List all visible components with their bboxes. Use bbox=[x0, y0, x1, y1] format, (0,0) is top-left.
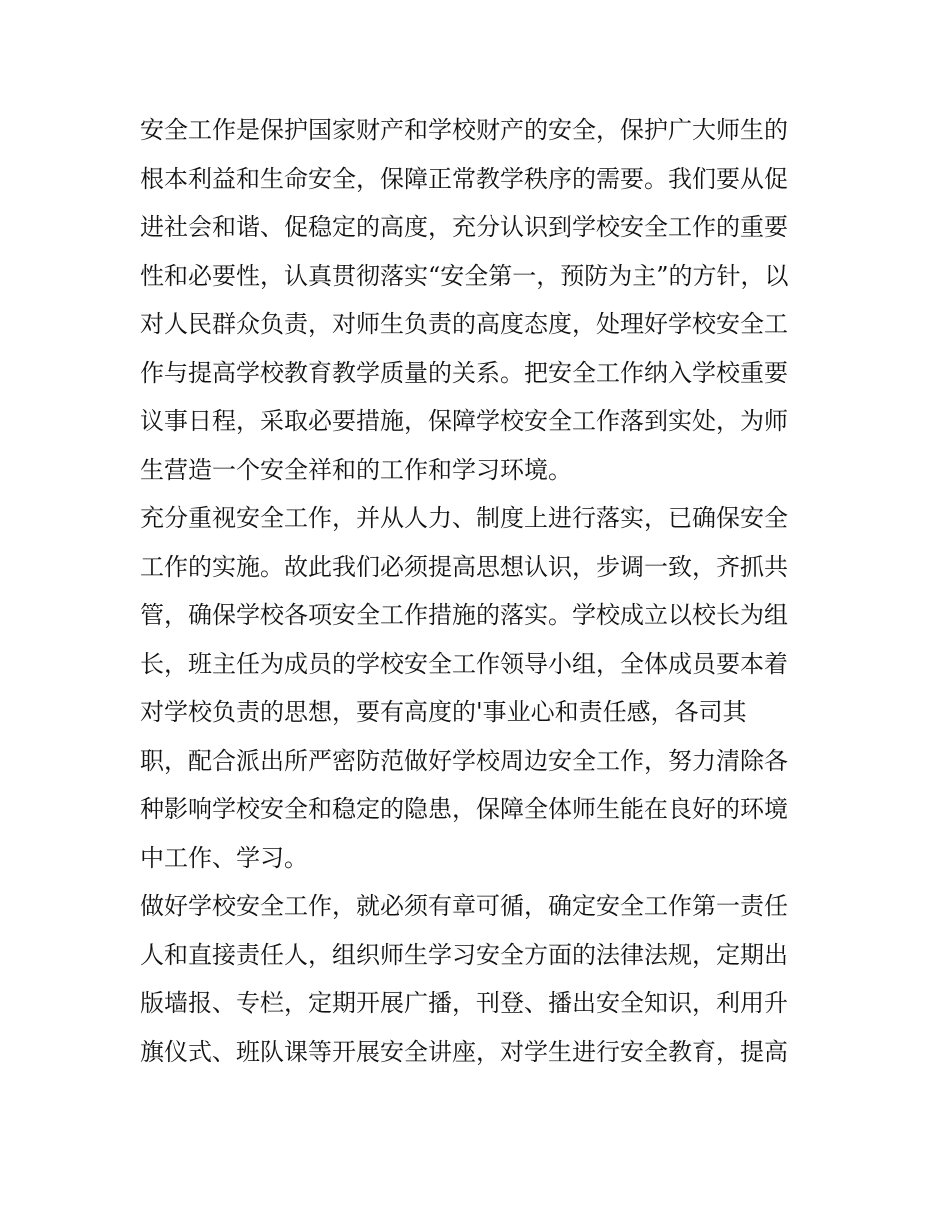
text-line: 职，配合派出所严密防范做好学校周边安全工作，努力清除各 bbox=[140, 746, 788, 775]
text-line: 充分重视安全工作，并从人力、制度上进行落实，已确保安全 bbox=[140, 504, 788, 532]
text-line: 旗仪式、班队课等开展安全讲座，对学生进行安全教育，提高 bbox=[140, 1037, 788, 1066]
text-line: 长，班主任为成员的学校安全工作领导小组，全体成员要本着 bbox=[140, 649, 788, 678]
text-line: 进社会和谐、促稳定的高度，充分认识到学校安全工作的重要 bbox=[140, 213, 788, 241]
text-line: 人和直接责任人，组织师生学习安全方面的法律法规，定期出 bbox=[140, 940, 788, 969]
text-line: 议事日程，采取必要措施，保障学校安全工作落到实处，为师 bbox=[140, 407, 788, 435]
text-line: 对人民群众负责，对师生负责的高度态度，处理好学校安全工 bbox=[140, 310, 788, 338]
text-line: 中工作、学习。 bbox=[140, 843, 308, 872]
text-line: 性和必要性，认真贯彻落实“安全第一，预防为主”的方针，以 bbox=[140, 261, 789, 290]
text-line: 做好学校安全工作，就必须有章可循，确定安全工作第一责任 bbox=[140, 892, 788, 920]
text-line: 根本利益和生命安全，保障正常教学秩序的需要。我们要从促 bbox=[140, 164, 788, 193]
text-line: 对学校负责的思想，要有高度的'事业心和责任感，各司其 bbox=[140, 698, 747, 726]
text-line: 生营造一个安全祥和的工作和学习环境。 bbox=[140, 455, 572, 484]
text-line: 作与提高学校教育教学质量的关系。把安全工作纳入学校重要 bbox=[140, 358, 788, 387]
text-line: 管，确保学校各项安全工作措施的落实。学校成立以校长为组 bbox=[140, 601, 788, 629]
text-line: 工作的实施。故此我们必须提高思想认识，步调一致，齐抓共 bbox=[140, 552, 788, 581]
text-line: 版墙报、专栏，定期开展广播，刊登、播出安全知识，利用升 bbox=[140, 989, 788, 1017]
text-line: 安全工作是保护国家财产和学校财产的安全，保护广大师生的 bbox=[140, 116, 788, 144]
text-line: 种影响学校安全和稳定的隐患，保障全体师生能在良好的环境 bbox=[140, 795, 788, 823]
body-text bbox=[140, 106, 820, 1076]
